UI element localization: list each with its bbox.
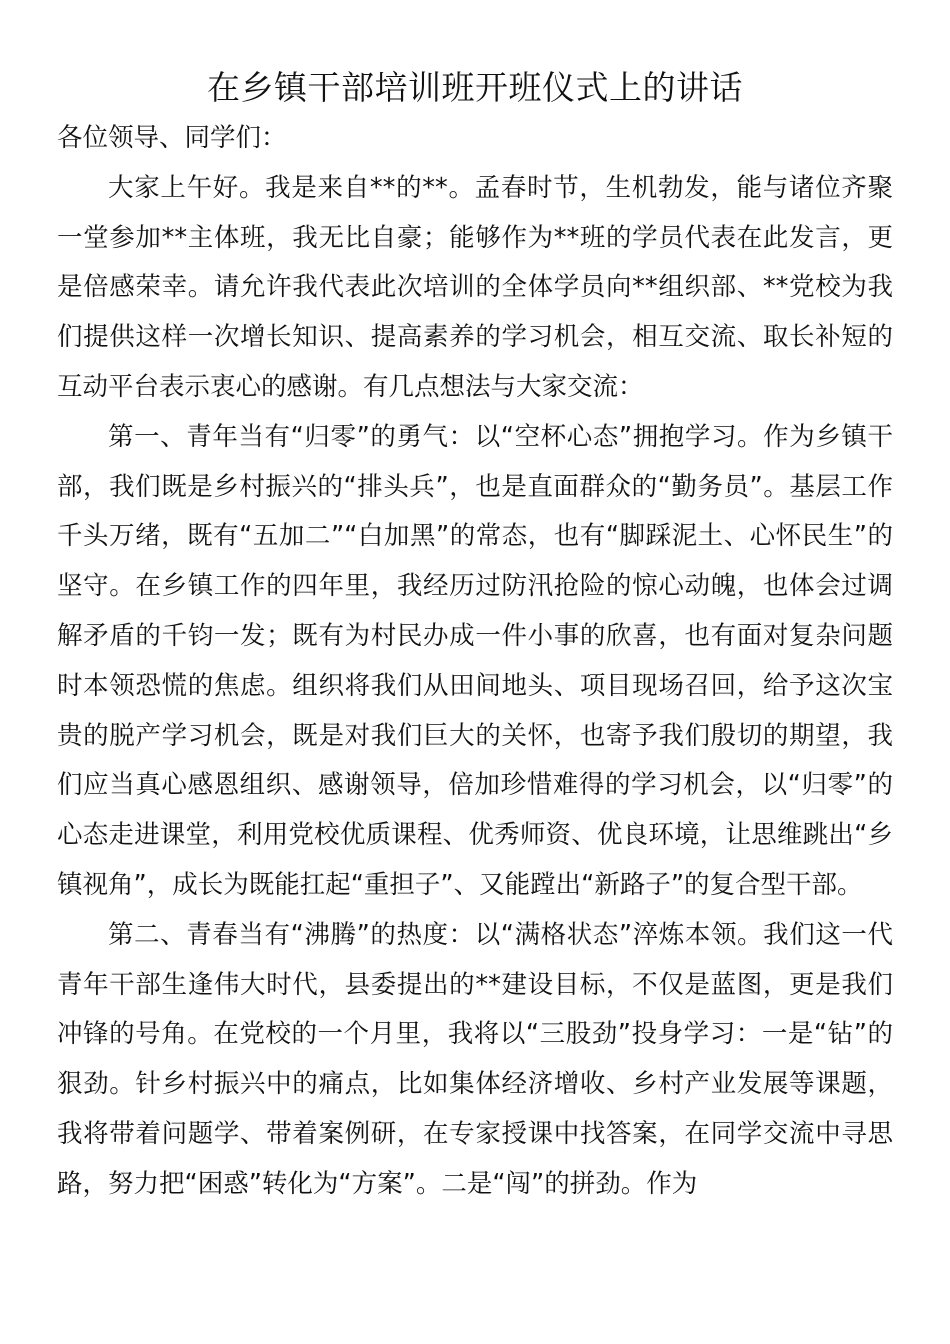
paragraph-point-two: 第二、青春当有“沸腾”的热度：以“满格状态”淬炼本领。我们这一代青年干部生逢伟大时代，县委提出的**建设目标，不仅是蓝图，更是我们冲锋的号角。在党校的一个月里，我将以“三股劲”投身学习：一是“钻”的狠劲。针乡村振兴中的痛点，比如集体经济增收、乡村产业发展等课题，我将带着问题学、带着案例研，在专家授课中找答案，在同学交流中寻思路，努力把“困惑”转化为“方案”。二是“闯”的拼劲。作为 <box>57 919 893 1199</box>
paragraph-point-one: 第一、青年当有“归零”的勇气：以“空杯心态”拥抱学习。作为乡镇干部，我们既是乡村振兴的“排头兵”，也是直面群众的“勤务员”。基层工作千头万绪，既有“五加二”“白加黑”的常态，也有“脚踩泥土、心怀民生”的坚守。在乡镇工作的四年里，我经历过防汛抢险的惊心动魄，也体会过调解矛盾的千钧一发；既有为村民办成一件小事的欣喜，也有面对复杂问题时本领恐慌的焦虑。组织将我们从田间地头、项目现场召回，给予这次宝贵的脱产学习机会，既是对我们巨大的关怀，也寄予我们殷切的期望，我们应当真心感恩组织、感谢领导，倍加珍惜难得的学习机会，以“归零”的心态走进课堂，利用党校优质课程、优秀师资、优良环境，让思维跳出“乡镇视角”，成长为既能扛起“重担子”、又能蹚出“新路子”的复合型干部。 <box>57 421 893 900</box>
document-body <box>57 114 893 1210</box>
paragraph-opening: 大家上午好。我是来自**的**。孟春时节，生机勃发，能与诸位齐聚一堂参加**主体班，我无比自豪；能够作为**班的学员代表在此发言，更是倍感荣幸。请允许我代表此次培训的全体学员向**组织部、**党校为我们提供这样一次增长知识、提高素养的学习机会，相互交流、取长补短的互动平台表示衷心的感谢。有几点想法与大家交流： <box>57 172 893 402</box>
document-title: 在乡镇干部培训班开班仪式上的讲话 <box>207 68 743 107</box>
salutation: 各位领导、同学们： <box>57 123 287 153</box>
